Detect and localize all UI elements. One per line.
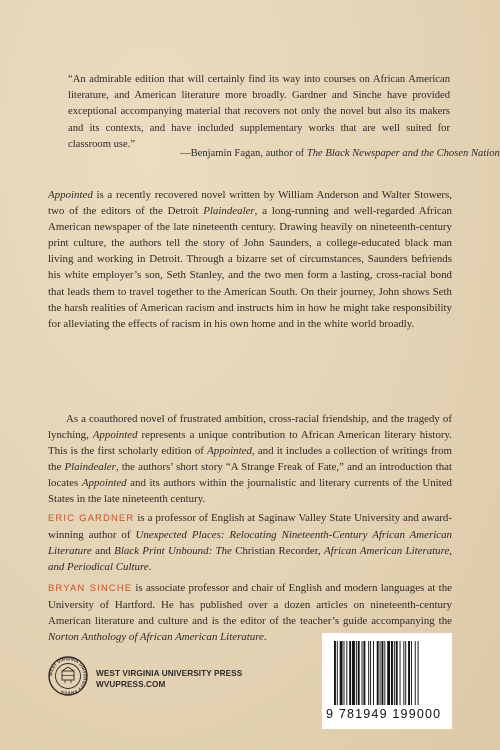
book-title: Appointed	[81, 477, 127, 490]
author-name: ERIC GARDNER	[48, 513, 135, 524]
text-run: , and it includes a collection of writings from the	[48, 445, 452, 474]
endorsement-quote	[68, 72, 450, 153]
publisher-text	[96, 668, 242, 690]
svg-text:WEST VIRGINIA UNIVERSITY PRESS: WEST VIRGINIA UNIVERSITY PRESS	[48, 656, 88, 696]
text-run: and its authors within the journalistic and literary currents of the United States in the late nineteenth century.	[48, 477, 452, 506]
barcode-bar	[373, 641, 374, 705]
book-title: Black Print Unbound: The	[114, 545, 232, 558]
description-paragraph-2	[48, 411, 452, 508]
barcode-bar	[352, 641, 355, 705]
text-run: and	[91, 545, 115, 558]
barcode-bar	[356, 641, 357, 705]
text-run: , a long-running and well-regarded African American newspaper of the late nineteenth century. Drawing heavily on nineteenth-century print culture, the authors tell the story of John Saunders, a college-educated black man living and working in Detroit. Through a bizarre set of circumstances, Saunders befriends his white employer’s son, Seth Stanley, and the two men form a lasting, cross-racial bond that leads them to travel together to the American South. On their journey, John shows Seth the harsh realities of American racism and instructs him in how he might take responsibility for alleviating the effects of racism in his own home and in the white world broadly.	[48, 205, 452, 330]
book-title: Unexpected Places: Relocating Nineteenth-Century African American Literature	[48, 529, 452, 558]
barcode-bar	[396, 641, 398, 705]
barcode-bar	[418, 641, 419, 705]
book-title: African American Literature, and Periodical Culture	[48, 545, 453, 574]
text-run: .	[263, 631, 267, 644]
publisher-logo	[48, 656, 268, 698]
text-run: is associate professor and chair of English and modern languages at the University of Hartford. He has published over a dozen articles on nineteenth-century American literature and culture and is the editor of the teacher’s guide accompanying the	[48, 582, 452, 628]
barcode-bar	[384, 641, 385, 705]
barcode-bar	[370, 641, 371, 705]
book-title: Appointed	[207, 445, 252, 458]
barcode-bar	[358, 641, 360, 705]
barcode-bar	[346, 641, 347, 705]
barcode-bar	[405, 641, 406, 705]
attribution-prefix: —Benjamin Fagan, author of	[180, 148, 307, 159]
author-name: BRYAN SINCHE	[48, 583, 133, 594]
barcode-bar	[394, 641, 395, 705]
barcode-bar	[415, 641, 416, 705]
attribution-book-title: The Black Newspaper and the Chosen Nation	[306, 148, 500, 159]
university-seal-icon	[48, 656, 88, 696]
barcode-bar	[377, 641, 379, 705]
barcode-bar	[408, 641, 410, 705]
barcode-bar	[403, 641, 404, 705]
endorsement-attribution	[180, 146, 500, 162]
book-title: Norton Anthology of African American Literature	[48, 631, 264, 644]
barcode-bar	[368, 641, 369, 705]
barcode-bar	[380, 641, 381, 705]
text-run: As a coauthored novel of frustrated ambition, cross-racial friendship, and the tragedy of lynching,	[48, 413, 452, 442]
barcode-bar	[382, 641, 384, 705]
newspaper-title: Plaindealer	[64, 461, 116, 474]
quote-text: “An admirable edition that will certainly find its way into courses on African American literature, and American literature more broadly. Gardner and Sinche have provided exceptional accompanying material that recovers not only the novel but also its makers and its contexts, and have included supplementary works that are well suited for classroom use.”	[68, 74, 450, 150]
barcode-bar	[340, 641, 343, 705]
barcode-bar	[344, 641, 345, 705]
text-run: represents a unique contribution to African American literary history. This is the first scholarly edition of	[48, 429, 452, 458]
barcode-bar	[337, 641, 338, 705]
publisher-name: WEST VIRGINIA UNIVERSITY PRESS	[96, 669, 243, 678]
text-run: Christian Recorder,	[231, 545, 325, 558]
barcode-bar	[334, 641, 336, 705]
barcode-bar	[362, 641, 363, 705]
isbn-number: 9 781949 199000	[326, 707, 442, 721]
book-title: Appointed	[48, 189, 93, 201]
barcode-bar	[349, 641, 351, 705]
barcode-bar	[363, 641, 365, 705]
text-run: is a recently recovered novel written by William Anderson and Walter Stowers, two of the editors of the Detroit	[48, 189, 452, 218]
barcode-bar	[391, 641, 393, 705]
description-paragraph-1	[48, 187, 452, 332]
barcode-icon	[334, 641, 442, 705]
newspaper-title: Plaindealer	[203, 205, 255, 218]
isbn-barcode	[322, 633, 452, 729]
bio-eric-gardner	[48, 510, 452, 575]
text-run: is a professor of English at Saginaw Valley State University and award-winning author of	[48, 512, 453, 542]
barcode-bar	[387, 641, 390, 705]
barcode-bar	[411, 641, 412, 705]
text-run: , the authors’ short story “A Strange Freak of Fate,” and an introduction that locates	[48, 461, 452, 490]
publisher-url[interactable]: WVUPRESS.COM	[96, 680, 166, 689]
barcode-bar	[400, 641, 401, 705]
book-title: Appointed	[92, 429, 138, 442]
text-run: .	[148, 561, 152, 574]
